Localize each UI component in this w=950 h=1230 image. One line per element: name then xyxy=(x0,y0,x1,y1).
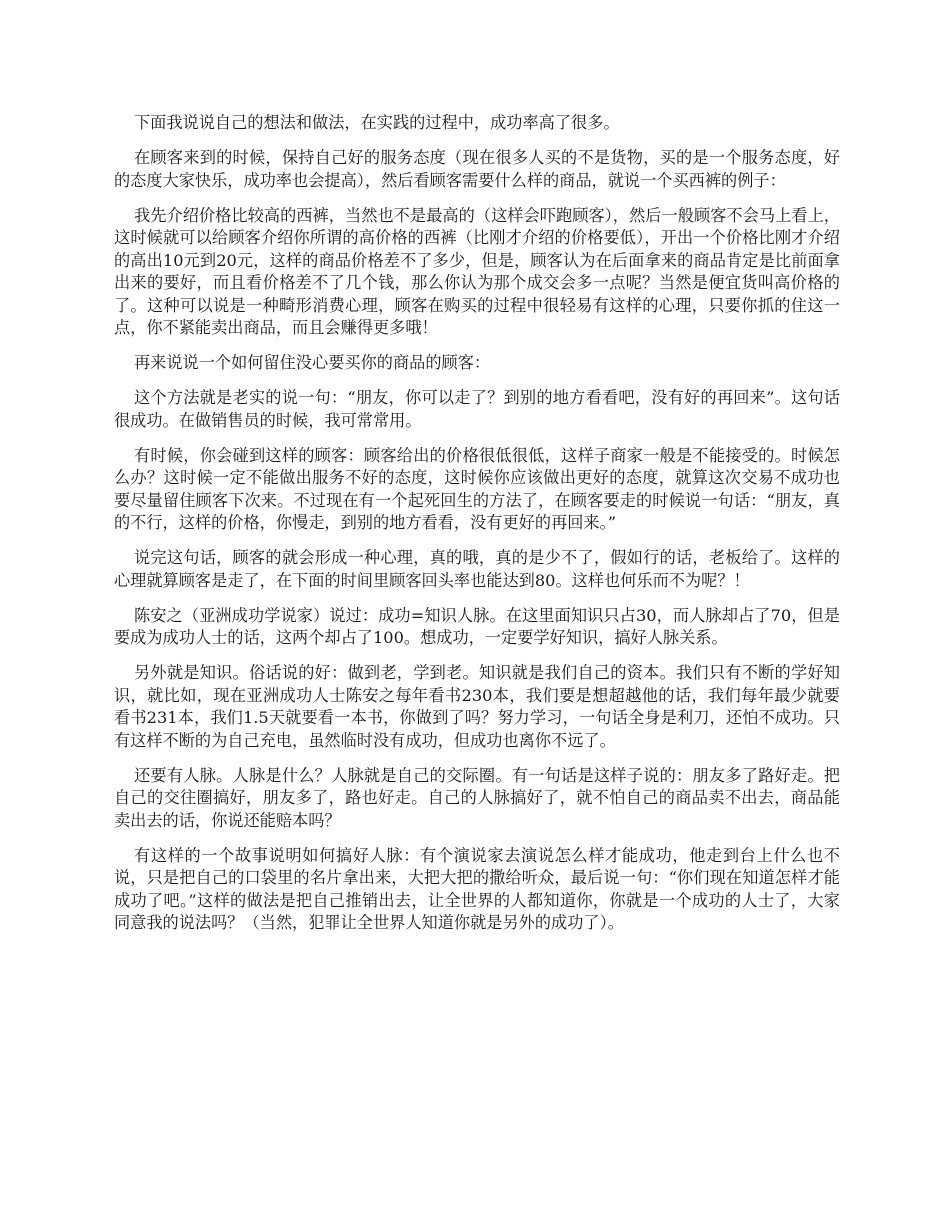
paragraph-service-attitude: 在顾客来到的时候，保持自己好的服务态度（现在很多人买的不是货物，买的是一个服务态度，好的态度大家快乐，成功率也会提高），然后看顾客需要什么样的商品，就说一个买西裤的例子： xyxy=(114,148,840,190)
paragraph-story: 有这样的一个故事说明如何搞好人脉：有个演说家去演说怎么样才能成功，他走到台上什么也不说，只是把自己的口袋里的名片拿出来，大把大把的撒给听众，最后说一句：“你们现在知道怎样才能成功了吧。”这样的做法是把自己推销出去，让全世界的人都知道你，你就是一个成功的人士了，大家同意我的说法吗？（当然，犯罪让全世界人知道你就是另外的成功了）。 xyxy=(114,845,840,932)
paragraph-low-price-customer: 有时候，你会碰到这样的顾客：顾客给出的价格很低很低，这样子商家一般是不能接受的。时候怎么办？这时候一定不能做出服务不好的态度，这时候你应该做出更好的态度，就算这次交易不成功也要尽量留住顾客下次来。不过现在有一个起死回生的方法了，在顾客要走的时候说一句话：“朋友，真的不行，这样的价格，你慢走，到别的地方看看，没有更好的再回来。” xyxy=(114,445,840,532)
paragraph-knowledge: 另外就是知识。俗话说的好：做到老，学到老。知识就是我们自己的资本。我们只有不断的学好知识，就比如，现在亚洲成功人士陈安之每年看书230本，我们要是想超越他的话，我们每年最少就要看书231本，我们1.5天就要看一本书，你做到了吗？努力学习，一句话全身是利刀，还怕不成功。只有这样不断的为自己充电，虽然临时没有成功，但成功也离你不远了。 xyxy=(114,663,840,750)
paragraph-retain-customer-intro: 再来说说一个如何留住没心要买你的商品的顾客： xyxy=(134,353,491,372)
paragraph-intro: 下面我说说自己的想法和做法，在实践的过程中，成功率高了很多。 xyxy=(134,113,620,132)
paragraph-customer-psychology: 说完这句话，顾客的就会形成一种心理，真的哦，真的是少不了，假如行的话，老板给了。这样的心理就算顾客是走了，在下面的时间里顾客回头率也能达到80。这样也何乐而不为呢？！ xyxy=(114,548,840,590)
paragraph-honest-phrase: 这个方法就是老实的说一句：“朋友，你可以走了？到别的地方看看吧，没有好的再回来”。这句话很成功。在做销售员的时候，我可常常用。 xyxy=(114,388,840,430)
paragraph-pricing-example: 我先介绍价格比较高的西裤，当然也不是最高的（这样会吓跑顾客），然后一般顾客不会马上看上，这时候就可以给顾客介绍你所谓的高价格的西裤（比刚才介绍的价格要低），开出一个价格比刚才介绍的高出10元到20元，这样的商品价格差不了多少，但是，顾客认为在后面拿来的商品肯定是比前面拿出来的要好，而且看价格差不了几个钱，那么你认为那个成交会多一点呢？当然是便宜货叫高价格的了。这种可以说是一种畸形消费心理，顾客在购买的过程中很轻易有这样的心理，只要你抓的住这一点，你不紧能卖出商品，而且会赚得更多哦！ xyxy=(114,205,840,337)
paragraph-network: 还要有人脉。人脉是什么？人脉就是自己的交际圈。有一句话是这样子说的：朋友多了路好走。把自己的交往圈搞好，朋友多了，路也好走。自己的人脉搞好了，就不怕自己的商品卖不出去，商品能卖出去的话，你说还能赔本吗？ xyxy=(114,765,840,830)
paragraph-success-formula: 陈安之（亚洲成功学说家）说过：成功=知识人脉。在这里面知识只占30，而人脉却占了70，但是要成为成功人士的话，这两个却占了100。想成功，一定要学好知识，搞好人脉关系。 xyxy=(114,605,840,647)
document-body xyxy=(114,112,840,947)
